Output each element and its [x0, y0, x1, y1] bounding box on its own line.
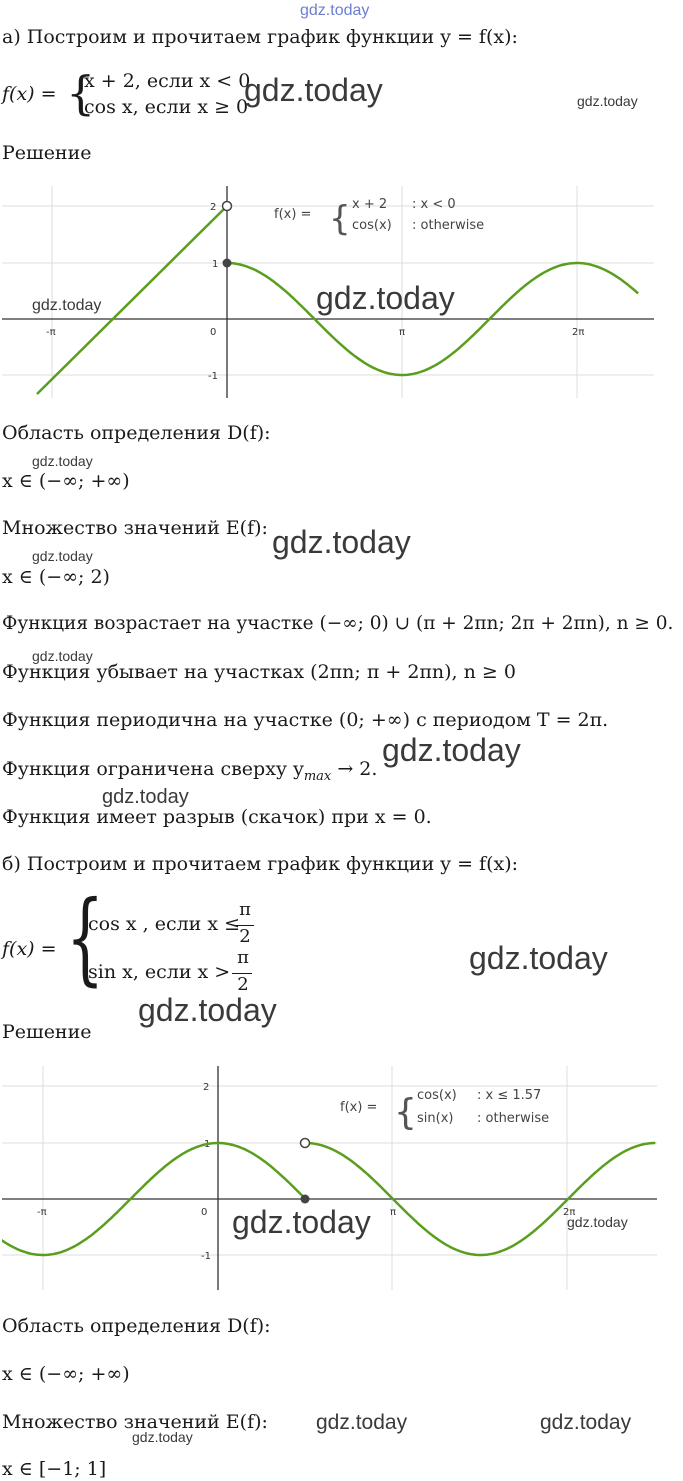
part-a-range-label: Множество значений E(f):	[2, 517, 268, 539]
frac-num: π	[239, 899, 251, 920]
part-b-def-case2: sin x, если x >	[88, 961, 231, 983]
graph-b-grid	[2, 1066, 657, 1290]
part-b-solution-label: Решение	[2, 1021, 92, 1043]
watermark: gdz.today	[32, 648, 93, 664]
part-b-domain-label: Область определения D(f):	[2, 1315, 271, 1337]
open-point	[301, 1139, 310, 1148]
frac-den: 2	[239, 926, 251, 947]
part-b-def-lhs: f(x) =	[2, 938, 57, 960]
watermark: gdz.today	[32, 453, 93, 469]
legend-row1-expr: cos(x)	[417, 1088, 457, 1103]
watermark: gdz.today	[244, 72, 383, 108]
legend-row1-cond: : x < 0	[412, 197, 456, 212]
y-tick-label: 2	[203, 1082, 210, 1093]
legend-brace: {	[329, 199, 351, 239]
closed-point	[301, 1195, 310, 1204]
part-b-heading: б) Построим и прочитаем график функции y = f(x):	[2, 853, 519, 875]
part-a-domain-label: Область определения D(f):	[2, 422, 271, 444]
legend-row1-cond: : x ≤ 1.57	[477, 1088, 542, 1103]
x-tick-label: 2π	[572, 327, 585, 338]
part-a-def-case2: cos x, если x ≥ 0	[84, 96, 249, 118]
part-a-bounded-text: Функция ограничена сверху y	[2, 758, 304, 780]
watermark: gdz.today	[132, 1429, 193, 1445]
watermark: gdz.today	[469, 940, 608, 976]
watermark: gdz.today	[232, 1204, 371, 1240]
part-a-heading: а) Построим и прочитаем график функции y = f(x):	[2, 26, 518, 48]
x-tick-label: π	[399, 327, 406, 338]
part-b-range-value: x ∈ [−1; 1]	[2, 1458, 107, 1480]
watermark: gdz.today	[540, 1411, 632, 1434]
part-a-bounded-sub: max	[303, 768, 332, 784]
left-brace: {	[66, 879, 105, 996]
legend-brace: {	[394, 1092, 417, 1133]
watermark: gdz.today	[32, 297, 102, 314]
part-b-range-label: Множество значений E(f):	[2, 1411, 268, 1433]
watermark: gdz.today	[32, 548, 93, 564]
legend-row2-expr: cos(x)	[352, 218, 392, 233]
part-a-discontinuity: Функция имеет разрыв (скачок) при x = 0.	[2, 806, 432, 828]
y-tick-label: 1	[204, 1139, 211, 1150]
y-tick-label: 2	[210, 202, 217, 213]
legend-lhs: f(x) =	[274, 207, 312, 222]
watermark: gdz.today	[382, 732, 521, 768]
x-tick-label: -π	[46, 327, 56, 338]
y-tick-label: -1	[201, 1251, 211, 1262]
left-brace: {	[66, 66, 96, 120]
x-tick-label: π	[390, 1207, 397, 1218]
part-a-bounded	[2, 758, 377, 784]
watermark: gdz.today	[102, 786, 189, 808]
watermark: gdz.today	[272, 524, 411, 560]
legend-row2-cond: : otherwise	[477, 1111, 550, 1126]
watermark: gdz.today	[138, 992, 277, 1028]
graph-b	[2, 1066, 657, 1290]
part-a-bounded-tail: → 2.	[331, 758, 378, 780]
watermark: gdz.today	[577, 93, 638, 109]
x-tick-label: 2π	[563, 1207, 576, 1218]
y-tick-label: 1	[212, 259, 219, 270]
watermark: gdz.today	[567, 1214, 628, 1230]
part-a-domain-value: x ∈ (−∞; +∞)	[2, 470, 130, 492]
x-tick-label: -π	[37, 1207, 47, 1218]
part-a-range-value: x ∈ (−∞; 2)	[2, 566, 110, 588]
watermark: gdz.today	[316, 280, 455, 316]
x-tick-label: 0	[201, 1207, 208, 1218]
part-b-def-case1: cos x , если x ≤	[88, 913, 241, 935]
frac-den: 2	[237, 974, 249, 995]
part-a-def-lhs: f(x) =	[2, 83, 57, 105]
part-a-increasing: Функция возрастает на участке (−∞; 0) ∪ (π + 2πn; 2π + 2πn), n ≥ 0.	[2, 613, 674, 634]
part-b-domain-value: x ∈ (−∞; +∞)	[2, 1363, 130, 1385]
open-point	[223, 202, 232, 211]
part-a-def-case1: x + 2, если x < 0	[84, 70, 251, 92]
watermark: gdz.today	[316, 1411, 408, 1434]
legend-row1-expr: x + 2	[352, 197, 388, 212]
part-a-decreasing: Функция убывает на участках (2πn; π + 2πn), n ≥ 0	[2, 661, 516, 683]
legend-lhs: f(x) =	[340, 1100, 378, 1115]
closed-point	[223, 259, 232, 268]
frac-num: π	[237, 947, 249, 968]
legend-row2-expr: sin(x)	[417, 1111, 454, 1126]
part-a-periodic: Функция периодична на участке (0; +∞) с периодом T = 2π.	[2, 709, 609, 731]
watermark-top: gdz.today	[300, 2, 370, 19]
part-a-solution-label: Решение	[2, 142, 92, 164]
x-tick-label: 0	[210, 327, 217, 338]
y-tick-label: -1	[208, 371, 218, 382]
legend-row2-cond: : otherwise	[412, 218, 485, 233]
